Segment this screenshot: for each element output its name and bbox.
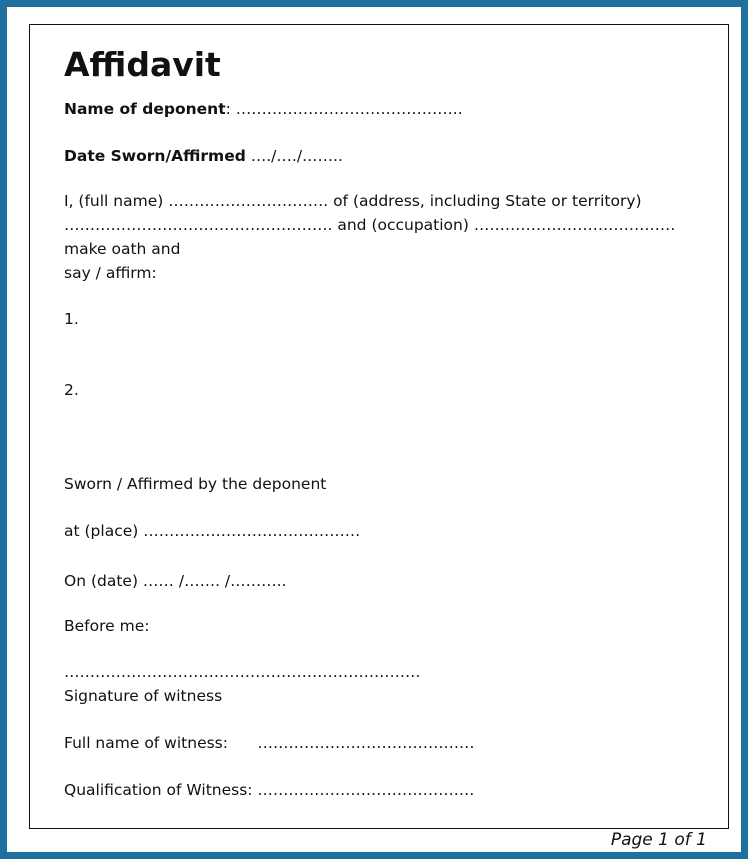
occupation-line: ……………………………………………. and (occupation) ………………………………… — [64, 216, 676, 234]
date-sworn-line — [64, 146, 343, 166]
paragraph-number-2: 2. — [64, 381, 79, 399]
paragraph-number-1: 1. — [64, 310, 79, 328]
name-of-deponent-label: Name of deponent — [64, 100, 226, 118]
signature-blank-line: …………………………………………………………… — [64, 663, 421, 681]
full-name-of-witness-line: Full name of witness: …………………………………… — [64, 734, 475, 752]
name-of-deponent-line — [64, 99, 463, 119]
say-affirm-line: say / affirm: — [64, 264, 157, 282]
date-sworn-label: Date Sworn/Affirmed — [64, 147, 246, 165]
page-indicator: Page 1 of 1 — [610, 830, 707, 850]
full-name-line: I, (full name) …………………………. of (address, including State or territory) — [64, 192, 642, 210]
on-date-line: On (date) …… /……. /……….. — [64, 572, 287, 590]
signature-of-witness-label: Signature of witness — [64, 687, 223, 705]
name-of-deponent-blank: : …………………………………….. — [225, 100, 463, 118]
date-sworn-blank: …./…./…….. — [245, 147, 343, 165]
qualification-of-witness-line: Qualification of Witness: …………………………………… — [64, 781, 475, 799]
make-oath-line: make oath and — [64, 240, 181, 258]
before-me-line: Before me: — [64, 617, 150, 635]
document-page — [29, 24, 729, 829]
sworn-by-line: Sworn / Affirmed by the deponent — [64, 475, 327, 493]
at-place-line: at (place) …………………………………… — [64, 522, 361, 540]
document-title: Affidavit — [64, 45, 221, 84]
